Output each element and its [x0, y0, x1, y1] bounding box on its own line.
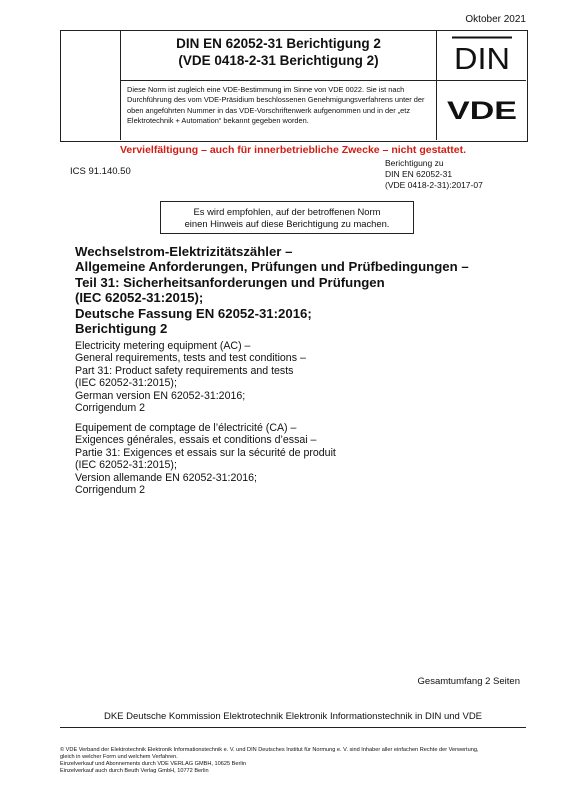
correction-line: DIN EN 62052-31 [385, 168, 453, 179]
title-line: Exigences générales, essais et conditions d’essai – [75, 434, 317, 447]
recommendation-line: einen Hinweis auf diese Berichtigung zu machen. [184, 217, 390, 229]
correction-reference [385, 158, 483, 190]
correction-line: Berichtigung zu [385, 158, 444, 168]
vde-statement [127, 85, 429, 127]
title-line: Wechselstrom-Elektrizitätszähler – [75, 244, 293, 259]
vde-logo-text: VDE [446, 97, 517, 123]
ics-code: ICS 91.140.50 [70, 166, 131, 177]
din-logo-text: DIN [453, 41, 510, 74]
title-line: Partie 31: Exigences et essais sur la sécurité de produit [75, 446, 336, 459]
footer-line: gleich in welcher Form und welchem Verfahren. [60, 754, 178, 761]
total-pages: Gesamtumfang 2 Seiten [417, 676, 520, 687]
title-french [75, 422, 535, 496]
statement-line: oben angeführten Nummer in das VDE-Vorschriftenwerk aufgenommen und in der „etz [127, 105, 411, 115]
din-logo [437, 33, 526, 77]
statement-line: Diese Norm ist zugleich eine VDE-Bestimmung im Sinne von VDE 0022. Sie ist nach [127, 85, 405, 94]
title-line: (VDE 0418-2-31 Berichtigung 2) [178, 53, 379, 68]
footer-line: Einzelverkauf auch durch Beuth Verlag GmbH, 10772 Berlin [60, 768, 209, 775]
title-line: Allgemeine Anforderungen, Prüfungen und Prüfbedingungen – [75, 259, 469, 275]
vde-logo-graphic [444, 97, 520, 123]
footer-rule [60, 727, 526, 728]
title-line: (IEC 62052-31:2015); [75, 290, 204, 306]
title-english [75, 340, 535, 414]
title-line: Teil 31: Sicherheitsanforderungen und Prüfungen [75, 274, 385, 290]
footer-line: Einzelverkauf und Abonnements durch VDE VERLAG GMBH, 10625 Berlin [60, 761, 246, 768]
dke-line: DKE Deutsche Kommission Elektrotechnik Elektronik Informationstechnik in DIN und VDE [103, 711, 483, 722]
footer-line: © VDE Verband der Elektrotechnik Elektronik Informationstechnik e. V. und DIN Deutsches Institut für Normung e. V. sind Inhaber aller einfachen Rechte der Verwertung, [60, 747, 479, 753]
title-line: Corrigendum 2 [75, 402, 146, 415]
recommendation-line: Es wird empfohlen, auf der betroffenen Norm [193, 205, 381, 217]
document-title [121, 35, 436, 69]
title-line: Equipement de comptage de l’électricité (CA) – [75, 422, 297, 434]
din-logo-graphic [451, 36, 513, 74]
title-line: General requirements, tests and test conditions – [75, 352, 306, 365]
title-line: (IEC 62052-31:2015); [75, 459, 177, 472]
title-line: Deutsche Fassung EN 62052-31:2016; [75, 305, 312, 321]
reproduction-notice: Vervielfältigung – auch für innerbetriebliche Zwecke – nicht gestattet. [119, 144, 466, 156]
title-line: DIN EN 62052-31 Berichtigung 2 [176, 36, 381, 51]
correction-line: (VDE 0418-2-31):2017-07 [385, 179, 483, 190]
title-line: Version allemande EN 62052-31:2016; [75, 471, 257, 484]
vde-logo [437, 81, 526, 139]
recommendation-box [160, 201, 414, 234]
title-line: (IEC 62052-31:2015); [75, 377, 177, 390]
title-line: Electricity metering equipment (AC) – [75, 340, 251, 352]
copyright-footer [60, 747, 530, 775]
title-line: Corrigendum 2 [75, 484, 146, 497]
title-line: Berichtigung 2 [75, 321, 168, 337]
title-german [75, 244, 535, 336]
title-line: German version EN 62052-31:2016; [75, 389, 246, 402]
title-line: Part 31: Product safety requirements and tests [75, 364, 294, 377]
statement-line: Elektrotechnik + Automation“ bekannt gegeben worden. [127, 116, 309, 126]
issue-date: Oktober 2021 [465, 14, 526, 25]
statement-line: Durchführung des vom VDE-Präsidium beschlossenen Genehmigungsverfahrens unter der [127, 95, 425, 105]
